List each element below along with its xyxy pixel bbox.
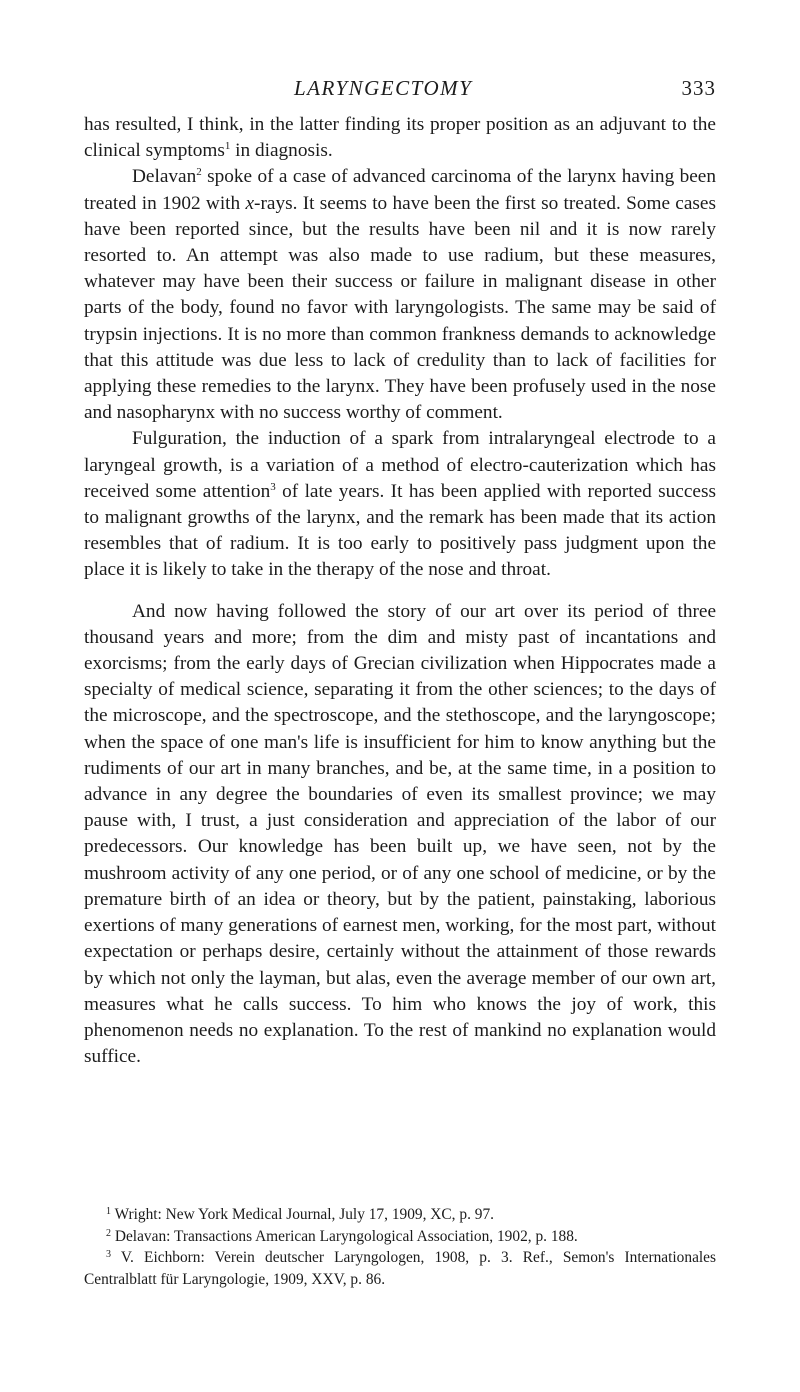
running-header: [0, 66, 800, 106]
footnote-ref-3: 3: [270, 480, 276, 493]
running-title: LARYNGECTOMY: [294, 76, 473, 100]
text-segment: -rays. It seems to have been the first so treated. Some cases have been reported since, but the results have been nil and it is now rarely resorted to. An attempt was also made to use radium, but these measures, whatever may have been their success or failure in malignant disease in other parts of the body, found no favor with laryngologists. The same may be said of trypsin injections. It is no more than common frankness demands to acknowledge that this attitude was due less to lack of credulity than to lack of facilities for applying these remedies to the larynx. They have been profusely used in the nose and nasopharynx with no success worthy of comment.: [84, 192, 716, 424]
footnote-1: [84, 1204, 716, 1226]
footnote-ref-2: 2: [196, 166, 202, 179]
text-segment: in diagnosis.: [230, 140, 333, 162]
footnote-marker: 2: [106, 1227, 111, 1239]
footnote-marker: 3: [106, 1249, 111, 1260]
page-number: 333: [681, 76, 716, 100]
footnote-2: [84, 1226, 716, 1248]
text-segment: Delavan: [132, 166, 197, 188]
footnote-text: V. Eichborn: Verein deutscher Laryngologen, 1908, p. 3. Ref., Semon's Internationales Centralblatt für Laryngologie, 1909, XXV, p. 86.: [84, 1249, 716, 1288]
paragraph-2: [84, 164, 716, 426]
paragraph-4: [84, 599, 716, 1071]
italic-variable: x: [245, 192, 255, 214]
text-segment: of late years. It has been applied with reported success to malignant growths of the larynx, and the remark has been made that its action resembles that of radium. It is too early to positively pass judgment upon the place it is likely to take in the therapy of the nose and throat.: [84, 480, 716, 581]
footnote-text: Wright: New York Medical Journal, July 17, 1909, XC, p. 97.: [114, 1206, 494, 1223]
text-segment: And now having followed the story of our art over its period of three thousand years and more; from the dim and misty past of incantations and exorcisms; from the early days of Grecian civilization when Hippocrates made a specialty of medical science, separating it from the other sciences; to the days of the microscope, and the spectroscope, and the stethoscope, and the laryngoscope; when the space of one man's life is insufficient for him to know anything but the rudiments of our art in many branches, and be, at the same time, in a position to advance in any degree the boundaries of even its smallest province; we may pause with, I trust, a just consideration and appreciation of the labor of our predecessors. Our knowledge has been built up, we have seen, not by the mushroom activity of any one period, or of any one school of medicine, or by the premature birth of an idea or theory, but by the patient, painstaking, laborious exertions of many generations of earnest men, working, for the most part, without expectation or perhaps desire, certainly without the attainment of those rewards by which not only the layman, but alas, even the average member of our own art, measures what he calls success. To him who knows the joy of work, this phenomenon needs no explanation. To the rest of mankind no explanation would suffice.: [84, 600, 716, 1068]
text-segment: Fulguration, the induction of a spark from intralaryngeal electrode to a laryngeal growth, is a variation of a method of electro-cauterization which has received some attention: [84, 428, 716, 502]
footnote-marker: 1: [106, 1206, 111, 1217]
body-text: [84, 112, 716, 1070]
text-segment: spoke of a case of advanced carcinoma of the larynx having been treated in 1902 with: [84, 166, 716, 214]
footnotes: [84, 1204, 716, 1290]
paragraph-3: [84, 426, 716, 583]
footnote-ref-1: 1: [224, 140, 231, 153]
text-segment: has resulted, I think, in the latter finding its proper position as an adjuvant to the clinical symptoms: [84, 114, 716, 162]
footnote-text: Delavan: Transactions American Laryngological Association, 1902, p. 188.: [114, 1227, 578, 1245]
footnote-3: [84, 1247, 716, 1290]
paragraph-1: [84, 112, 716, 164]
